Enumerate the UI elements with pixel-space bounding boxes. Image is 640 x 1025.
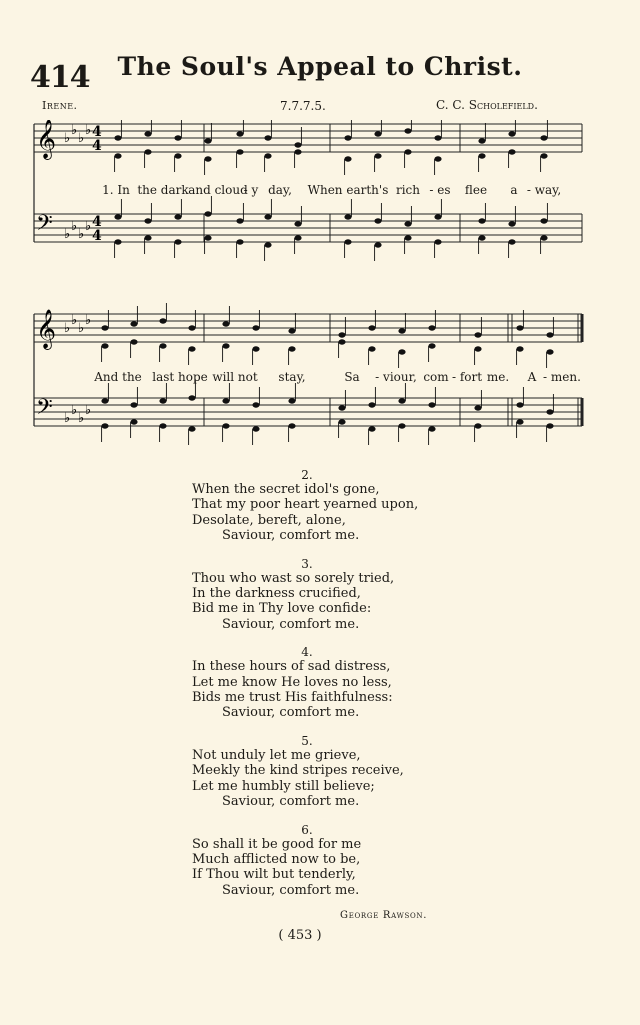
- flat-icon: ♭: [78, 227, 85, 242]
- note-head: [264, 135, 271, 140]
- verse-3: [192, 557, 492, 633]
- note-head: [252, 402, 259, 407]
- note-head: [508, 221, 515, 226]
- note-head: [159, 318, 166, 323]
- flat-icon: ♭: [78, 411, 85, 426]
- bass-clef-icon: 𝄢: [36, 395, 53, 425]
- note-head: [478, 138, 485, 143]
- verse-line: Meekly the kind stripes receive,: [192, 763, 404, 779]
- verse-refrain: Saviour, comfort me.: [222, 705, 360, 721]
- note-head: [546, 349, 553, 354]
- note-head: [174, 214, 181, 219]
- lyric-syllable: stay,: [278, 370, 306, 384]
- lyric-syllable: - way,: [526, 183, 562, 197]
- note-head: [404, 149, 411, 154]
- lyric-syllable: - men.: [543, 370, 581, 384]
- note-head: [252, 426, 259, 431]
- composer: C. C. Scholefield.: [436, 98, 538, 112]
- note-head: [368, 325, 375, 330]
- meter: 7.7.7.5.: [280, 99, 326, 113]
- verse-refrain: Saviour, comfort me.: [222, 882, 360, 898]
- lyric-syllable: will not: [212, 370, 258, 384]
- hymn-title: The Soul's Appeal to Christ.: [117, 52, 523, 81]
- verse-line: Bids me trust His faithfulness:: [192, 690, 393, 706]
- note-head: [174, 239, 181, 244]
- note-head: [404, 128, 411, 133]
- note-head: [508, 239, 515, 244]
- note-head: [474, 423, 481, 428]
- note-head: [101, 423, 108, 428]
- verse-5: [192, 734, 492, 810]
- note-head: [508, 131, 515, 136]
- hymn-number: 414: [30, 60, 90, 95]
- note-head: [264, 214, 271, 219]
- flat-icon: ♭: [64, 411, 71, 426]
- note-head: [159, 343, 166, 348]
- bass-clef-icon: 𝄢: [36, 211, 53, 241]
- verse-refrain: Saviour, comfort me.: [222, 616, 360, 632]
- verse-line: That my poor heart yearned upon,: [192, 497, 419, 513]
- note-head: [474, 332, 481, 337]
- note-head: [540, 235, 547, 240]
- flat-icon: ♭: [85, 123, 92, 138]
- note-head: [374, 131, 381, 136]
- page-number: ( 453 ): [278, 928, 322, 943]
- verse-line: Not unduly let me grieve,: [192, 747, 361, 763]
- note-head: [174, 153, 181, 158]
- verse-line: Desolate, bereft, alone,: [192, 512, 346, 528]
- verse-line: Much afflicted now to be,: [192, 851, 361, 867]
- time-signature-digit: 4: [92, 228, 102, 244]
- note-head: [101, 325, 108, 330]
- note-head: [516, 325, 523, 330]
- verse-line: In these hours of sad distress,: [192, 659, 391, 675]
- note-head: [478, 153, 485, 158]
- verse-2: [192, 468, 492, 544]
- music-score-system-1: [30, 120, 586, 280]
- note-head: [188, 426, 195, 431]
- lyric-syllable: rich: [395, 183, 421, 197]
- lyric-syllable: A: [527, 370, 537, 384]
- note-head: [434, 239, 441, 244]
- lyric-syllable: - es: [429, 183, 451, 197]
- note-head: [101, 343, 108, 348]
- note-head: [204, 235, 211, 240]
- note-head: [236, 218, 243, 223]
- note-head: [516, 346, 523, 351]
- note-head: [338, 419, 345, 424]
- note-head: [546, 423, 553, 428]
- tune-name: Irene.: [42, 99, 78, 112]
- note-head: [188, 346, 195, 351]
- flat-icon: ♭: [71, 313, 78, 328]
- treble-clef-icon: 𝄞: [36, 309, 57, 349]
- note-head: [404, 221, 411, 226]
- flat-icon: ♭: [78, 321, 85, 336]
- time-signature-digit: 4: [92, 124, 102, 140]
- note-head: [398, 398, 405, 403]
- note-head: [252, 346, 259, 351]
- note-head: [294, 221, 301, 226]
- verse-refrain: Saviour, comfort me.: [222, 794, 360, 810]
- note-head: [516, 402, 523, 407]
- note-head: [540, 153, 547, 158]
- note-head: [344, 214, 351, 219]
- note-head: [264, 242, 271, 247]
- note-head: [188, 395, 195, 400]
- lyric-syllable: And the: [94, 370, 142, 384]
- lyrics-line-1: [30, 183, 586, 199]
- lyric-syllable: flee: [464, 183, 488, 197]
- time-signature-digit: 4: [92, 214, 102, 230]
- verse-number: 4.: [301, 645, 313, 660]
- note-head: [288, 423, 295, 428]
- flat-icon: ♭: [64, 131, 71, 146]
- note-head: [374, 242, 381, 247]
- note-head: [344, 135, 351, 140]
- note-head: [204, 138, 211, 143]
- note-head: [236, 149, 243, 154]
- flat-icon: ♭: [71, 123, 78, 138]
- note-head: [222, 321, 229, 326]
- lyric-syllable: 1. In: [102, 183, 130, 197]
- note-head: [114, 214, 121, 219]
- lyric-syllable: - fort: [451, 370, 483, 384]
- note-head: [294, 142, 301, 147]
- flat-icon: ♭: [64, 321, 71, 336]
- note-head: [294, 235, 301, 240]
- note-head: [540, 135, 547, 140]
- author: George Rawson.: [340, 910, 428, 921]
- lyric-syllable: - viour,: [375, 370, 417, 384]
- flat-icon: ♭: [85, 313, 92, 328]
- note-head: [204, 156, 211, 161]
- lyric-syllable: - y: [243, 183, 259, 197]
- note-head: [474, 346, 481, 351]
- note-head: [144, 131, 151, 136]
- note-head: [478, 235, 485, 240]
- verse-6: [192, 823, 492, 899]
- lyric-syllable: com: [423, 370, 449, 384]
- treble-clef-icon: 𝄞: [36, 120, 57, 159]
- lyric-syllable: the dark: [137, 183, 189, 197]
- note-head: [174, 135, 181, 140]
- note-head: [434, 156, 441, 161]
- note-head: [236, 239, 243, 244]
- note-head: [130, 321, 137, 326]
- note-head: [398, 423, 405, 428]
- note-head: [159, 423, 166, 428]
- note-head: [114, 239, 121, 244]
- flat-icon: ♭: [64, 227, 71, 242]
- note-head: [144, 235, 151, 240]
- note-head: [130, 419, 137, 424]
- verse-4: [192, 645, 492, 721]
- lyric-syllable: Sa: [344, 370, 360, 384]
- verse-line: Bid me in Thy love confide:: [192, 601, 372, 617]
- note-head: [368, 426, 375, 431]
- lyric-syllable: and cloud: [188, 183, 248, 197]
- verses: [192, 468, 492, 911]
- note-head: [516, 419, 523, 424]
- note-head: [188, 325, 195, 330]
- note-head: [236, 131, 243, 136]
- note-head: [404, 235, 411, 240]
- note-head: [144, 149, 151, 154]
- note-head: [338, 405, 345, 410]
- verse-line: So shall it be good for me: [192, 836, 362, 852]
- note-head: [428, 402, 435, 407]
- note-head: [222, 423, 229, 428]
- verse-line: Let me humbly still believe;: [192, 778, 375, 794]
- flat-icon: ♭: [85, 403, 92, 418]
- verse-number: 3.: [301, 556, 313, 571]
- verse-line: Thou who wast so sorely tried,: [192, 570, 395, 586]
- time-signature-digit: 4: [92, 138, 102, 154]
- note-head: [478, 218, 485, 223]
- flat-icon: ♭: [85, 219, 92, 234]
- verse-line: When the secret idol's gone,: [192, 482, 380, 497]
- lyric-syllable: When earth's: [307, 183, 389, 197]
- note-head: [288, 346, 295, 351]
- note-head: [428, 343, 435, 348]
- note-head: [101, 398, 108, 403]
- verse-refrain: Saviour, comfort me.: [222, 528, 360, 544]
- note-head: [114, 153, 121, 158]
- note-head: [508, 149, 515, 154]
- note-head: [368, 346, 375, 351]
- music-system-2: [30, 300, 586, 460]
- note-head: [222, 398, 229, 403]
- note-head: [546, 409, 553, 414]
- music-system-1: [30, 120, 586, 280]
- note-head: [374, 218, 381, 223]
- verse-number: 5.: [301, 733, 313, 748]
- note-head: [288, 328, 295, 333]
- note-head: [114, 135, 121, 140]
- note-head: [159, 398, 166, 403]
- note-head: [144, 218, 151, 223]
- note-head: [540, 218, 547, 223]
- verse-line: Let me know He loves no less,: [192, 674, 392, 690]
- note-head: [252, 325, 259, 330]
- flat-icon: ♭: [71, 403, 78, 418]
- note-head: [428, 426, 435, 431]
- note-head: [264, 153, 271, 158]
- lyric-syllable: me.: [486, 370, 510, 384]
- verse-number: 6.: [301, 822, 313, 837]
- verse-line: If Thou wilt but tenderly,: [192, 867, 356, 883]
- flat-icon: ♭: [71, 219, 78, 234]
- note-head: [222, 343, 229, 348]
- note-head: [288, 398, 295, 403]
- note-head: [374, 153, 381, 158]
- note-head: [130, 402, 137, 407]
- lyric-syllable: last hope: [152, 370, 208, 384]
- lyric-syllable: a: [510, 183, 518, 197]
- note-head: [428, 325, 435, 330]
- note-head: [344, 156, 351, 161]
- note-head: [338, 332, 345, 337]
- note-head: [338, 339, 345, 344]
- note-head: [130, 339, 137, 344]
- note-head: [344, 239, 351, 244]
- note-head: [474, 405, 481, 410]
- verse-number: 2.: [301, 468, 313, 482]
- note-head: [368, 402, 375, 407]
- note-head: [398, 328, 405, 333]
- lyrics-line-2: [30, 370, 586, 386]
- flat-icon: ♭: [78, 131, 85, 146]
- verse-line: In the darkness crucified,: [192, 586, 361, 602]
- lyric-syllable: day,: [268, 183, 292, 197]
- note-head: [546, 332, 553, 337]
- note-head: [434, 214, 441, 219]
- note-head: [434, 135, 441, 140]
- note-head: [398, 349, 405, 354]
- note-head: [204, 211, 211, 216]
- note-head: [294, 149, 301, 154]
